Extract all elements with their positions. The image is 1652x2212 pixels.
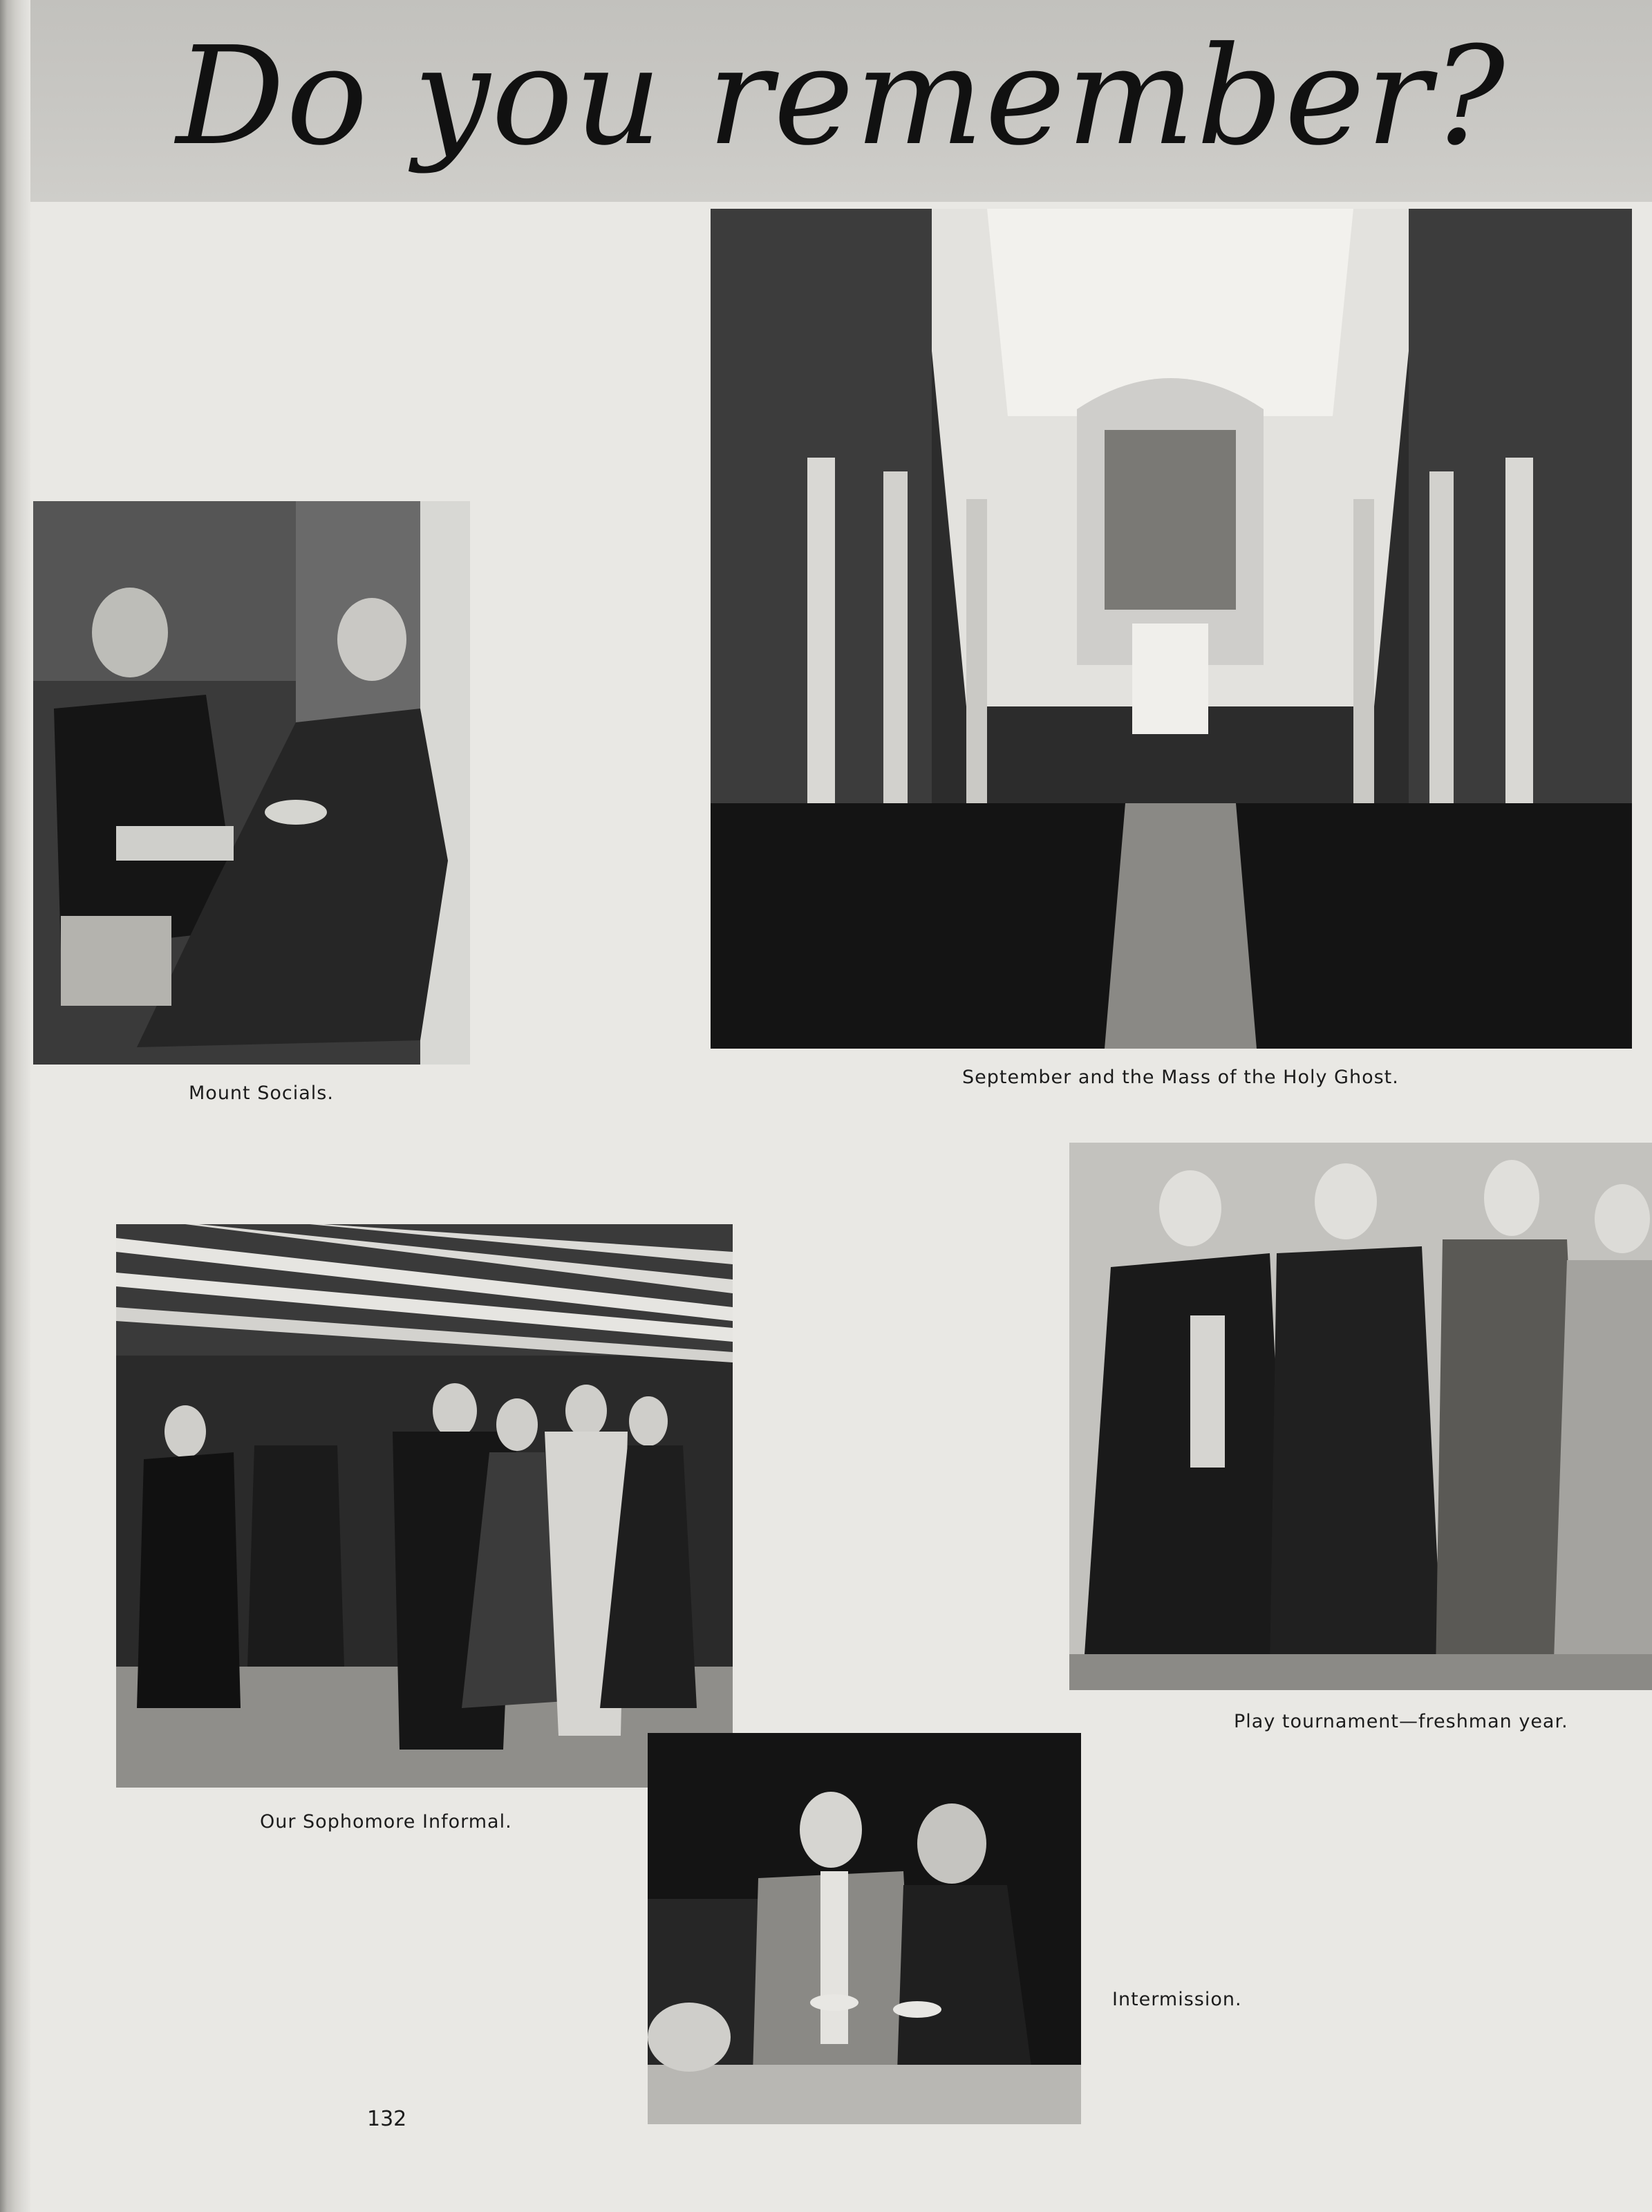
photo-play-tournament xyxy=(1069,1143,1652,1690)
page-title: Do you remember? xyxy=(176,18,1507,176)
caption-play-tournament: Play tournament—freshman year. xyxy=(1234,1711,1568,1732)
photo-mount-socials xyxy=(33,501,470,1065)
caption-sophomore-informal: Our Sophomore Informal. xyxy=(260,1811,512,1833)
caption-intermission: Intermission. xyxy=(1112,1989,1242,2010)
photo-intermission xyxy=(648,1733,1081,2124)
caption-mount-socials: Mount Socials. xyxy=(189,1082,334,1104)
photo-mass-holy-ghost xyxy=(711,209,1632,1049)
page-number: 132 xyxy=(367,2107,407,2131)
photo-sophomore-informal xyxy=(116,1224,733,1788)
page-binding-edge xyxy=(0,0,30,2212)
caption-mass-holy-ghost: September and the Mass of the Holy Ghost. xyxy=(962,1067,1399,1088)
